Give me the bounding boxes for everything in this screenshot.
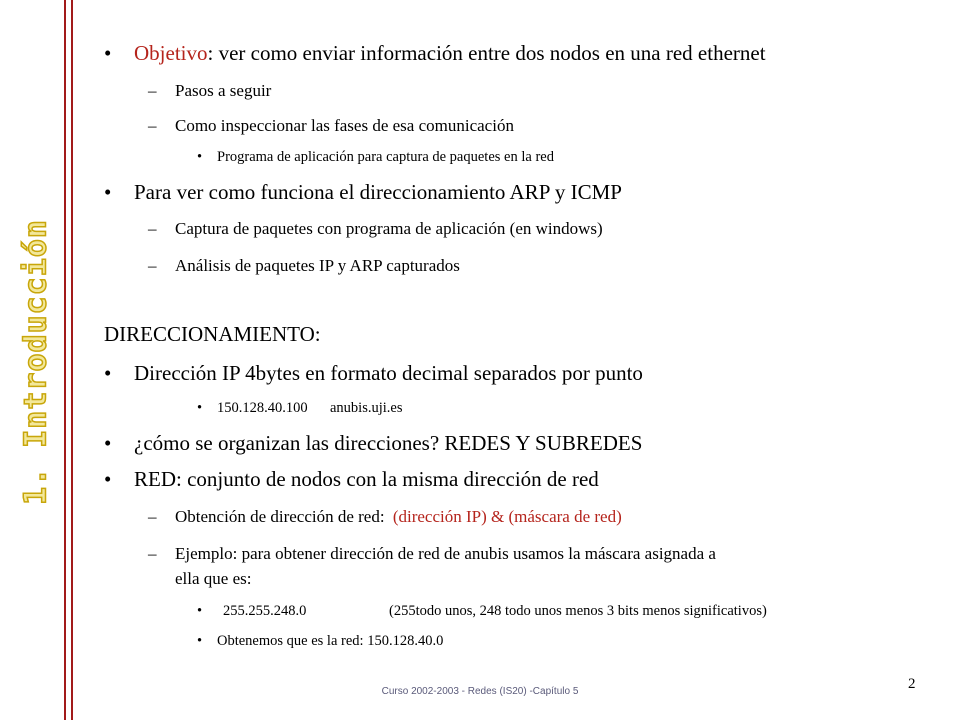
host-example: anubis.uji.es	[330, 400, 403, 416]
bullet-dot-icon: •	[104, 180, 112, 204]
bullet-dot-icon: •	[197, 603, 203, 619]
objetivo-text: : ver como enviar información entre dos nodos en una red ethernet	[207, 41, 766, 65]
sub-obtencion	[175, 507, 622, 527]
dash-marker-icon: –	[148, 256, 157, 275]
ip-example: 150.128.40.100	[217, 400, 308, 416]
subsub-resultado: Obtenemos que es la red: 150.128.40.0	[217, 633, 444, 649]
sub-analisis: Análisis de paquetes IP y ARP capturados	[175, 256, 460, 275]
dash-marker-icon: –	[148, 81, 157, 100]
bullet-direccion-ip: Dirección IP 4bytes en formato decimal separados por punto	[134, 361, 643, 385]
dash-marker-icon: –	[148, 544, 157, 563]
sub-ejemplo-line1: Ejemplo: para obtener dirección de red de anubis usamos la máscara asignada a	[175, 544, 716, 563]
bullet-red-def: RED: conjunto de nodos con la misma dirección de red	[134, 467, 599, 491]
dash-marker-icon: –	[148, 116, 157, 135]
objetivo-label: Objetivo	[134, 41, 208, 65]
bullet-dot-icon: •	[104, 41, 112, 65]
sub-captura: Captura de paquetes con programa de aplicación (en windows)	[175, 219, 603, 238]
bullet-dot-icon: •	[197, 149, 203, 165]
section-heading-direccionamiento: DIRECCIONAMIENTO:	[104, 322, 321, 346]
subsub-programa: Programa de aplicación para captura de paquetes en la red	[217, 149, 554, 165]
obtencion-formula: (dirección IP) & (máscara de red)	[392, 507, 622, 526]
bullet-dot-icon: •	[197, 633, 203, 649]
bullet-dot-icon: •	[197, 400, 203, 416]
bullet-para-ver: Para ver como funciona el direccionamiento ARP y ICMP	[134, 180, 622, 204]
mask-note: (255todo unos, 248 todo unos menos 3 bits menos significativos)	[389, 603, 767, 619]
dash-marker-icon: –	[148, 219, 157, 238]
dash-marker-icon: –	[148, 507, 157, 526]
bullet-organizan: ¿cómo se organizan las direcciones? REDES Y SUBREDES	[134, 431, 643, 455]
sub-inspeccionar: Como inspeccionar las fases de esa comunicación	[175, 116, 514, 135]
bullet-objetivo	[134, 41, 766, 66]
page-number: 2	[908, 676, 916, 692]
sub-pasos: Pasos a seguir	[175, 81, 272, 100]
bullet-dot-icon: •	[104, 361, 112, 385]
sub-ejemplo-line2: ella que es:	[175, 569, 252, 588]
sidebar-section-title: 1. Introducción	[18, 219, 54, 505]
bullet-dot-icon: •	[104, 431, 112, 455]
footer-course-info: Curso 2002-2003 - Redes (IS20) -Capítulo 5	[381, 686, 579, 697]
bullet-dot-icon: •	[104, 467, 112, 491]
mask-value: 255.255.248.0	[223, 603, 307, 619]
obtencion-prefix: Obtención de dirección de red:	[175, 507, 389, 526]
